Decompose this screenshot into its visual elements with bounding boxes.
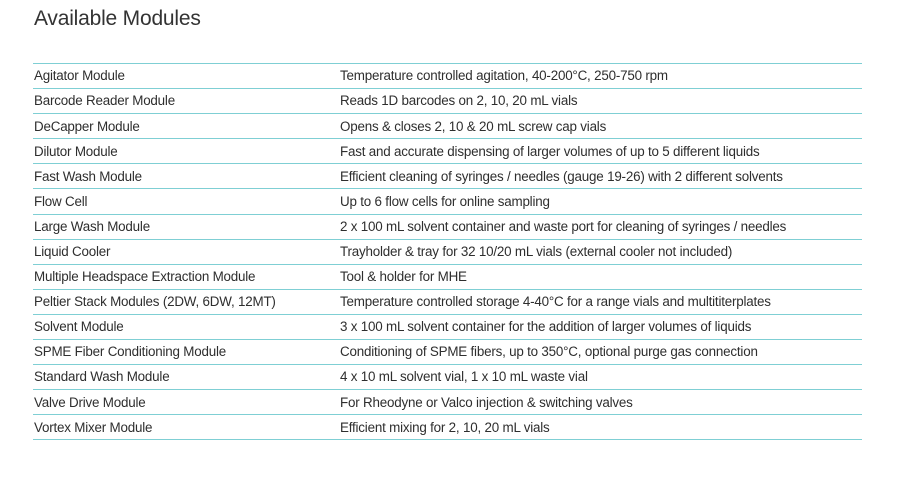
module-name: Large Wash Module [34, 218, 150, 234]
table-row [33, 315, 862, 340]
table-row [33, 139, 862, 164]
module-description: 2 x 100 mL solvent container and waste port for cleaning of syringes / needles [340, 218, 787, 234]
table-row [33, 114, 862, 139]
table-row [33, 340, 862, 365]
module-name: DeCapper Module [34, 118, 140, 134]
module-description: 3 x 100 mL solvent container for the addition of larger volumes of liquids [340, 319, 752, 335]
module-description: Opens & closes 2, 10 & 20 mL screw cap vials [340, 118, 607, 134]
modules-table [33, 63, 862, 440]
module-name: Dilutor Module [34, 143, 118, 159]
module-name: Standard Wash Module [34, 369, 170, 385]
table-row [33, 415, 862, 440]
module-name: Multiple Headspace Extraction Module [34, 269, 256, 285]
table-row [33, 64, 862, 89]
module-description: Fast and accurate dispensing of larger volumes of up to 5 different liquids [340, 143, 760, 159]
table-row [33, 390, 862, 415]
module-description: 4 x 10 mL solvent vial, 1 x 10 mL waste vial [340, 369, 588, 385]
module-description: For Rheodyne or Valco injection & switching valves [340, 394, 633, 410]
module-name: Solvent Module [34, 319, 124, 335]
table-row [33, 215, 862, 240]
module-description: Tool & holder for MHE [340, 269, 467, 285]
table-row [33, 265, 862, 290]
table-row [33, 89, 862, 114]
module-description: Conditioning of SPME fibers, up to 350°C, optional purge gas connection [340, 344, 758, 360]
module-description: Trayholder & tray for 32 10/20 mL vials (external cooler not included) [340, 244, 733, 259]
module-description: Efficient cleaning of syringes / needles (gauge 19-26) with 2 different solvents [340, 168, 783, 184]
module-name: Valve Drive Module [34, 394, 146, 410]
module-name: Barcode Reader Module [34, 93, 175, 109]
table-row [33, 189, 862, 214]
module-description: Temperature controlled agitation, 40-200°C, 250-750 rpm [340, 68, 668, 84]
module-description: Reads 1D barcodes on 2, 10, 20 mL vials [340, 93, 578, 109]
module-name: SPME Fiber Conditioning Module [34, 344, 226, 360]
module-description: Efficient mixing for 2, 10, 20 mL vials [340, 419, 550, 435]
table-row [33, 365, 862, 390]
module-name: Fast Wash Module [34, 168, 142, 184]
table-row [33, 164, 862, 189]
module-description: Temperature controlled storage 4-40°C for a range vials and multititerplates [340, 294, 771, 310]
module-description: Up to 6 flow cells for online sampling [340, 193, 550, 209]
module-name: Agitator Module [34, 68, 125, 84]
page-title: Available Modules [34, 7, 201, 30]
table-row [33, 240, 862, 265]
module-name: Flow Cell [34, 193, 88, 209]
table-row [33, 290, 862, 315]
module-name: Vortex Mixer Module [34, 419, 153, 435]
module-name: Liquid Cooler [34, 244, 111, 259]
module-name: Peltier Stack Modules (2DW, 6DW, 12MT) [34, 294, 276, 310]
